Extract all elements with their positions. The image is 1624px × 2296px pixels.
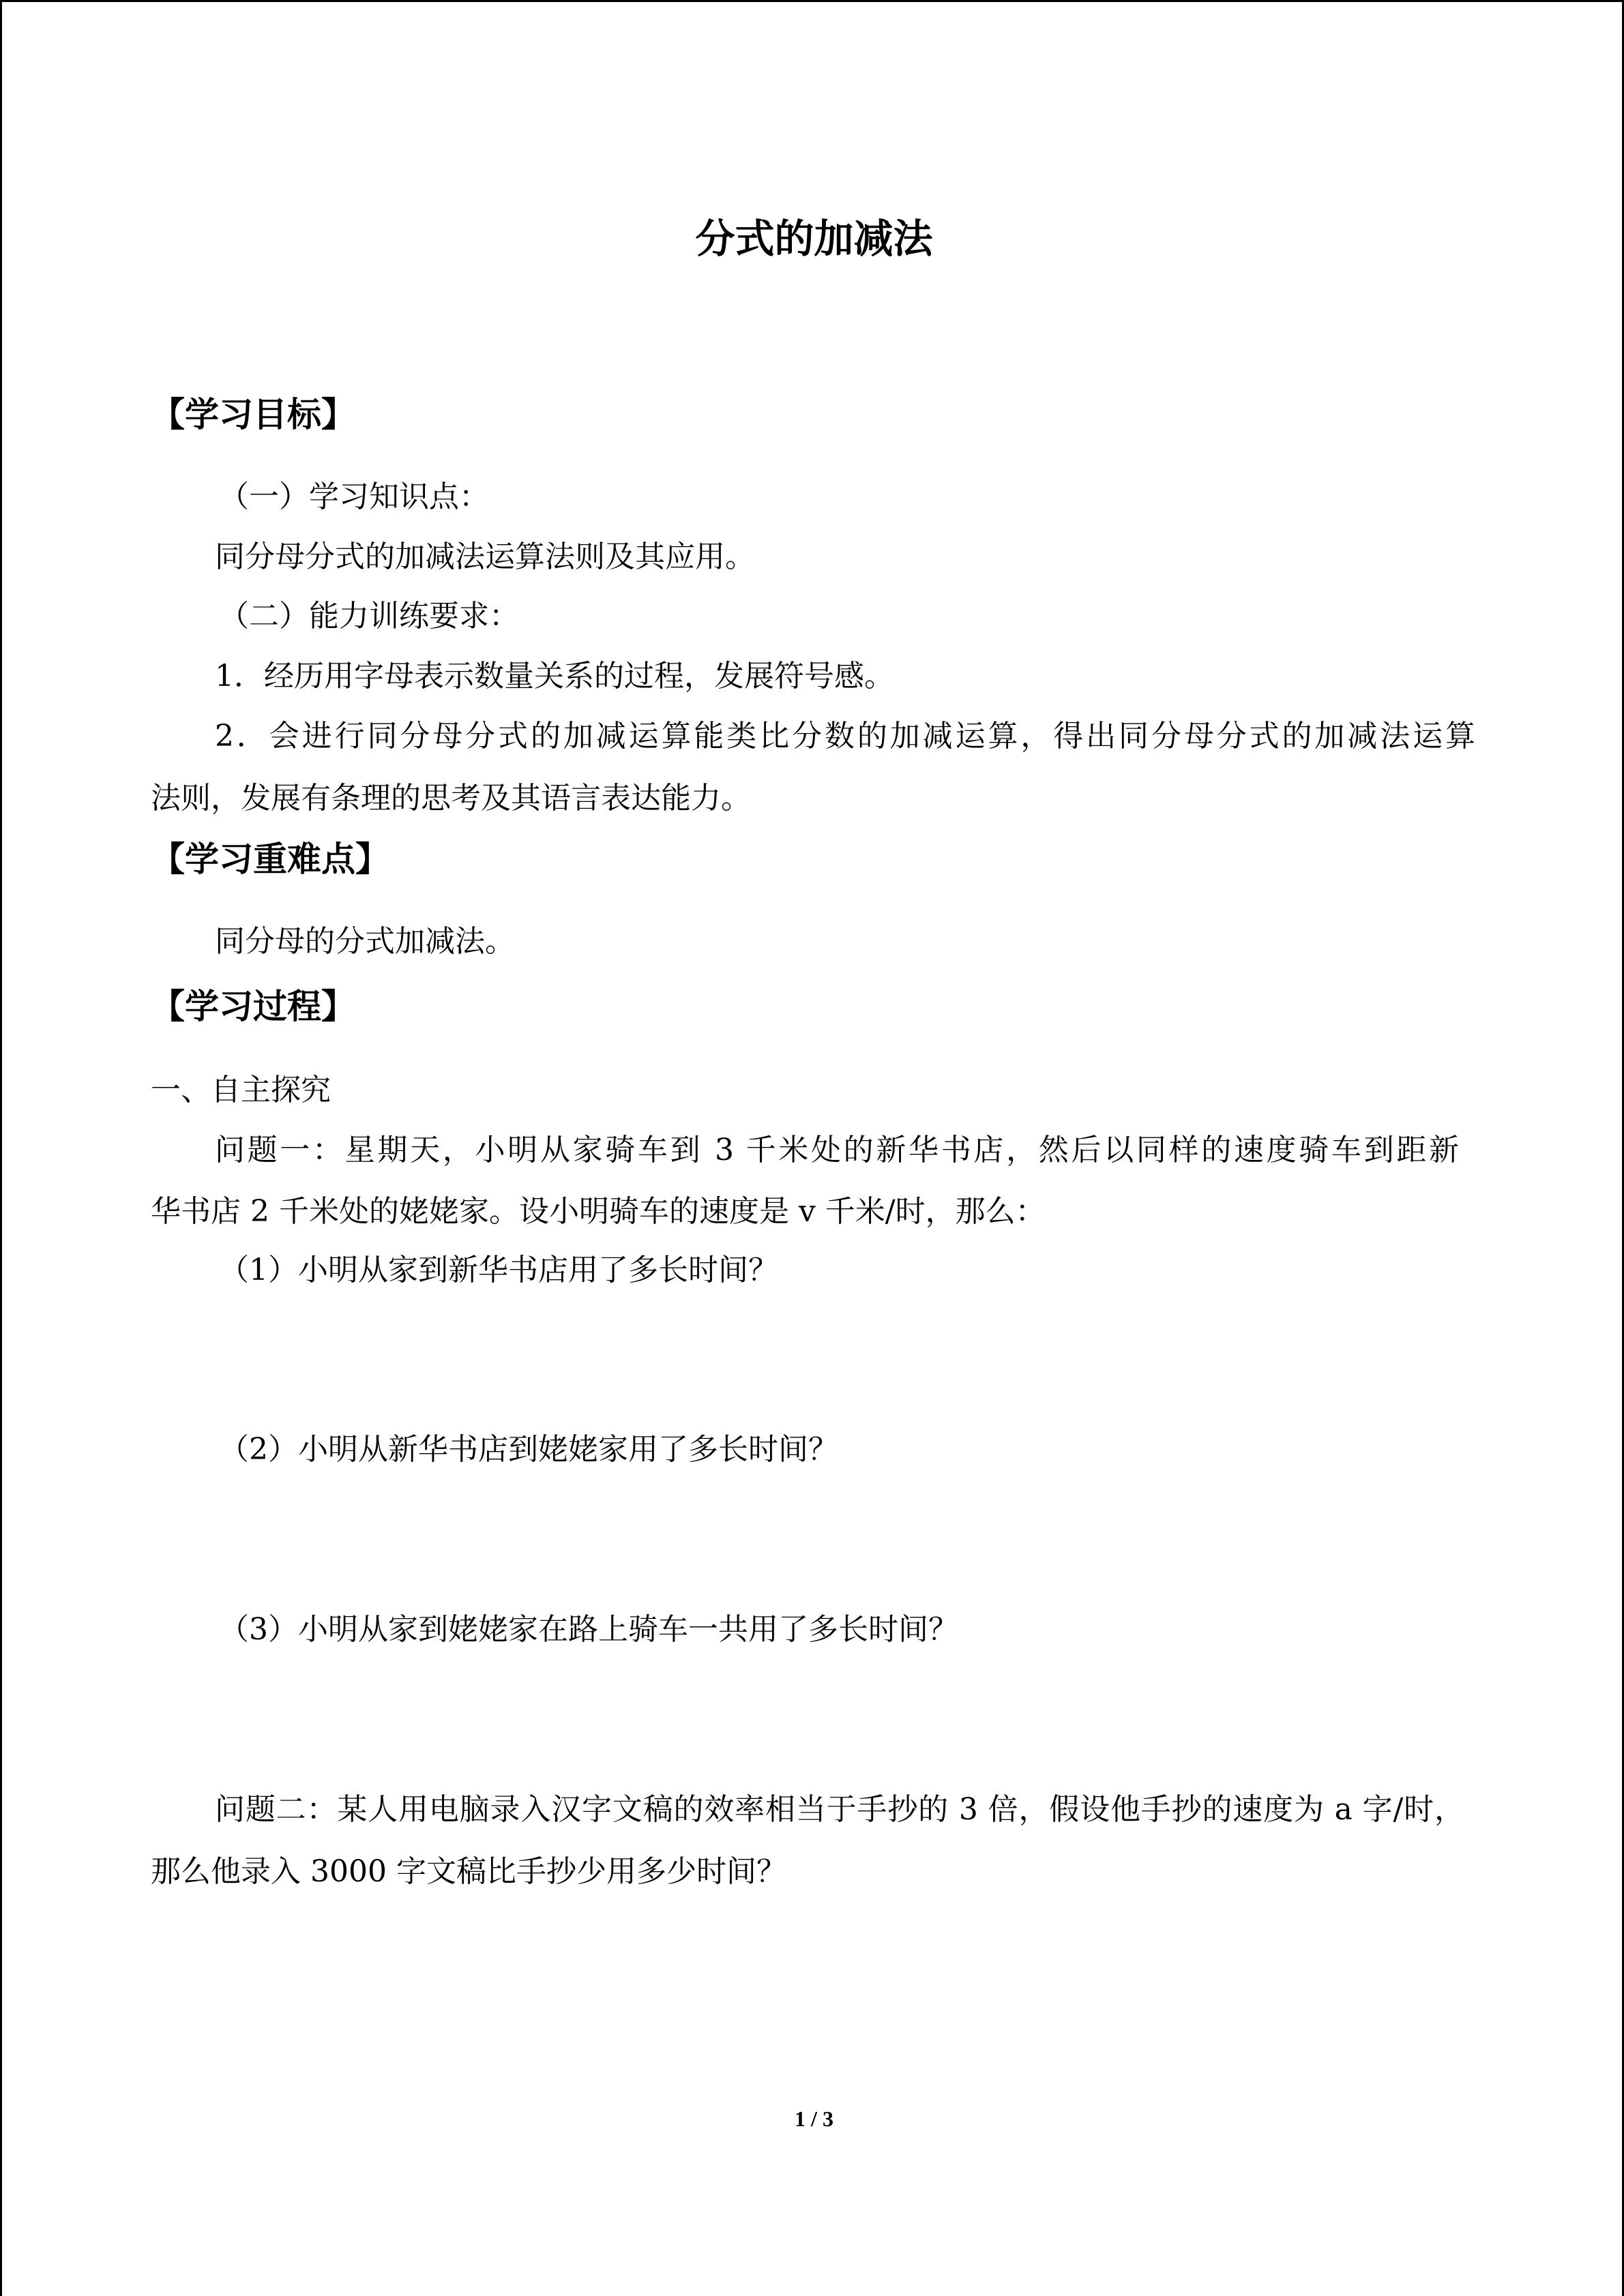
section-heading-key-points: 【学习重难点】 [151,839,389,879]
section-heading-learning-goals: 【学习目标】 [151,395,355,434]
section-heading-learning-process: 【学习过程】 [151,987,355,1026]
problem-1-line-1: 问题一：星期天，小明从家骑车到 3 千米处的新华书店，然后以同样的速度骑车到距新 [215,1133,1459,1167]
problem-2-line-2: 那么他录入 3000 字文稿比手抄少用多少时间？ [151,1854,786,1889]
page-number: 1 / 3 [795,2106,833,2131]
question-2: （2）小明从新华书店到姥姥家用了多长时间？ [219,1432,838,1467]
ability-requirements-label: （二）能力训练要求： [219,599,519,633]
problem-2-line-1: 问题二：某人用电脑录入汉字文稿的效率相当于手抄的 3 倍，假设他手抄的速度为 a 字/时， [215,1792,1464,1827]
knowledge-points-label: （一）学习知识点： [219,479,489,514]
ability-item-2-line-2: 法则，发展有条理的思考及其语言表达能力。 [151,781,751,816]
question-1: （1）小明从家到新华书店用了多长时间？ [219,1253,778,1287]
knowledge-points-text: 同分母分式的加减法运算法则及其应用。 [215,539,755,574]
key-points-text: 同分母的分式加减法。 [215,924,515,959]
question-3: （3）小明从家到姥姥家在路上骑车一共用了多长时间？ [219,1612,958,1647]
part-1-title: 一、自主探究 [151,1073,331,1107]
ability-item-2-line-1: 2．会进行同分母分式的加减运算能类比分数的加减运算，得出同分母分式的加减法运算 [215,719,1475,754]
ability-item-1: 1．经历用字母表示数量关系的过程，发展符号感。 [215,659,894,694]
document-title: 分式的加减法 [695,215,933,262]
problem-1-line-2: 华书店 2 千米处的姥姥家。设小明骑车的速度是 v 千米/时，那么： [151,1194,1046,1229]
